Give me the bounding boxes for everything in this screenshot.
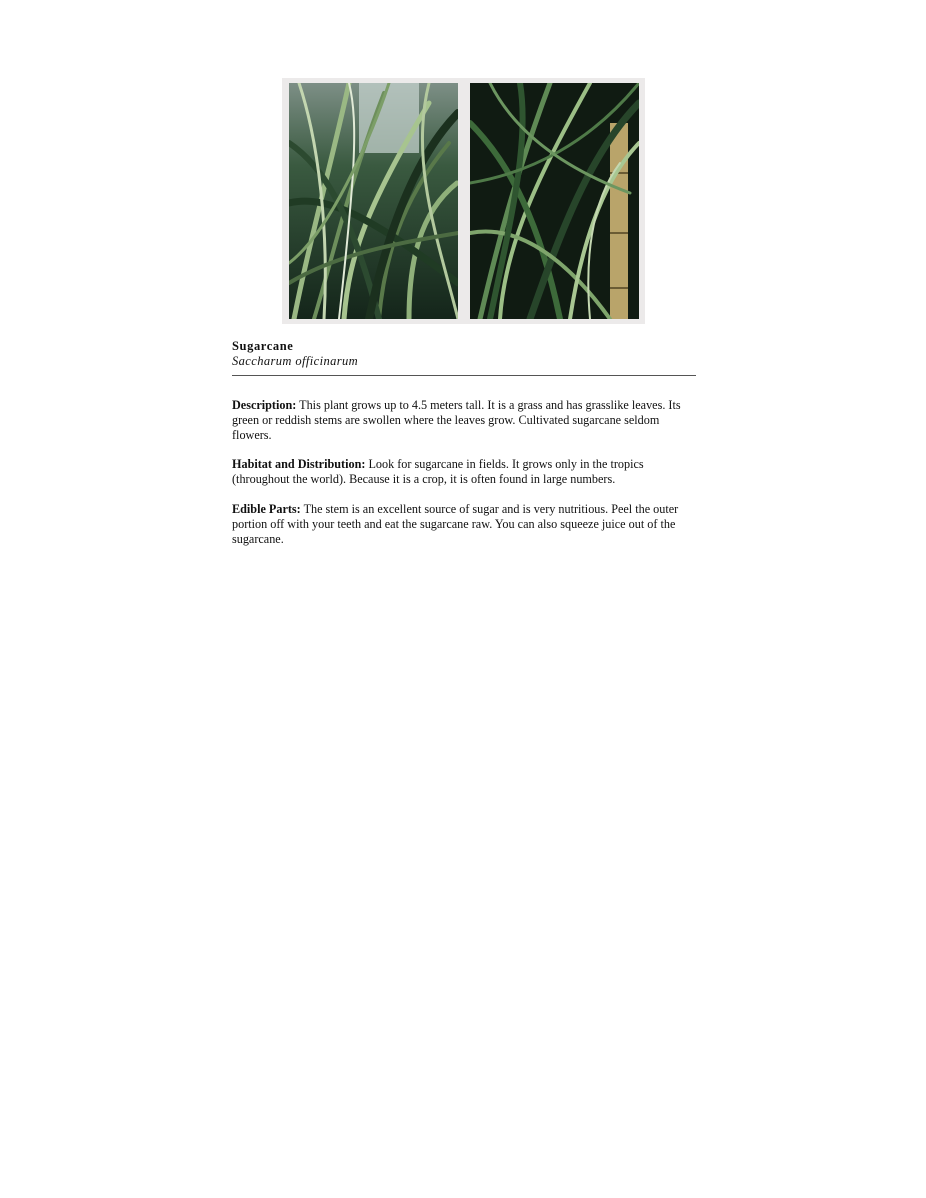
plant-scientific-name: Saccharum officinarum xyxy=(232,354,359,368)
sugarcane-stalks-photo xyxy=(470,83,639,319)
plant-photos-frame xyxy=(282,78,645,324)
sugarcane-leaves-photo xyxy=(289,83,458,319)
edible-parts-label: Edible Parts: xyxy=(232,502,301,516)
description-section xyxy=(232,398,694,444)
habitat-text: Look for sugarcane in fields. It grows only in the tropics (throughout the world). Because it is a crop, it is often found in large numbers. xyxy=(232,457,644,487)
habitat-label: Habitat and Distribution: xyxy=(232,457,366,471)
description-text: This plant grows up to 4.5 meters tall. It is a grass and has grasslike leaves. Its green or reddish stems are swollen where the leaves grow. Cultivated sugarcane seldom flowers. xyxy=(232,398,681,443)
edible-parts-text: The stem is an excellent source of sugar and is very nutritious. Peel the outer portion off with your teeth and eat the sugarcane raw. You can also squeeze juice out of the sugarcane. xyxy=(232,502,679,547)
header-divider xyxy=(232,375,696,376)
description-label: Description: xyxy=(232,398,297,412)
habitat-section xyxy=(232,457,694,487)
plant-header xyxy=(232,339,696,368)
edible-parts-section xyxy=(232,502,694,548)
plant-common-name: Sugarcane xyxy=(232,339,294,353)
